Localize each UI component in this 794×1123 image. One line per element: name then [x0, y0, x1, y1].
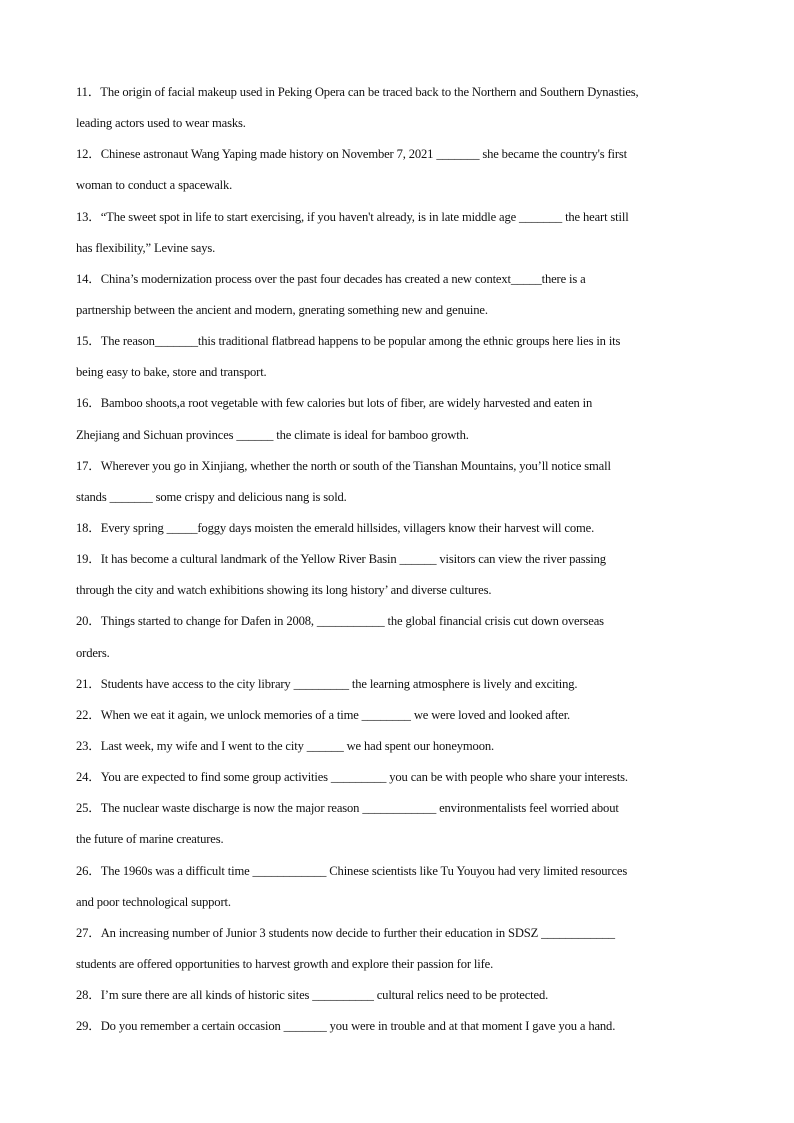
question-line: through the city and watch exhibitions showing its long history’ and diverse cultures. [76, 583, 492, 598]
question-line: 14．China’s modernization process over the past four decades has created a new context_____there is a [76, 271, 586, 286]
question-line: 18．Every spring _____foggy days moisten the emerald hillsides, villagers know their harvest will come. [76, 520, 595, 535]
question-line: the future of marine creatures. [76, 832, 224, 847]
question-line: 11．The origin of facial makeup used in Peking Opera can be traced back to the Northern and Southern Dynasties, [76, 85, 639, 99]
question-28 [76, 982, 726, 1013]
question-24 [76, 764, 726, 795]
question-line: Zhejiang and Sichuan provinces ______ the climate is ideal for bamboo growth. [76, 427, 469, 442]
question-line: stands _______ some crispy and delicious nang is sold. [76, 489, 347, 504]
question-19 [76, 546, 726, 608]
question-18 [76, 515, 726, 546]
question-26 [76, 858, 726, 920]
question-line: being easy to bake, store and transport. [76, 365, 267, 380]
question-line: partnership between the ancient and modern, gnerating something new and genuine. [76, 302, 488, 317]
question-line: 24．You are expected to find some group activities _________ you can be with people who share your interests. [76, 770, 628, 785]
question-15 [76, 328, 726, 390]
question-12 [76, 141, 726, 203]
question-11 [76, 79, 726, 141]
question-line: 22．When we eat it again, we unlock memories of a time ________ we were loved and looked after. [76, 707, 571, 722]
question-25 [76, 795, 726, 857]
question-29 [76, 1013, 726, 1044]
question-23 [76, 733, 726, 764]
question-line: 28．I’m sure there are all kinds of historic sites __________ cultural relics need to be protected. [76, 988, 549, 1003]
question-17 [76, 453, 726, 515]
question-line: 27．An increasing number of Junior 3 students now decide to further their education in SDSZ ____________ [76, 925, 615, 940]
question-line: and poor technological support. [76, 894, 231, 909]
question-27 [76, 920, 726, 982]
question-20 [76, 608, 726, 670]
question-21 [76, 671, 726, 702]
question-line: 21．Students have access to the city library _________ the learning atmosphere is lively and exciting. [76, 676, 578, 691]
question-line: students are offered opportunities to harvest growth and explore their passion for life. [76, 956, 494, 971]
question-16 [76, 390, 726, 452]
question-line: 12．Chinese astronaut Wang Yaping made history on November 7, 2021 _______ she became the country's first [76, 147, 627, 162]
question-14 [76, 266, 726, 328]
question-line: orders. [76, 645, 110, 660]
question-line: 16．Bamboo shoots,a root vegetable with few calories but lots of fiber, are widely harvested and eaten in [76, 396, 593, 411]
question-line: 13．“The sweet spot in life to start exercising, if you haven't already, is in late middle age _______ the heart still [76, 209, 629, 224]
question-line: 25．The nuclear waste discharge is now the major reason ____________ environmentalists feel worried about [76, 801, 619, 816]
question-22 [76, 702, 726, 733]
question-line: leading actors used to wear masks. [76, 116, 246, 131]
question-13 [76, 204, 726, 266]
question-line: 15．The reason_______this traditional flatbread happens to be popular among the ethnic groups here lies in its [76, 334, 621, 349]
question-line: 29．Do you remember a certain occasion _______ you were in trouble and at that moment I gave you a hand. [76, 1019, 616, 1034]
question-line: 19．It has become a cultural landmark of the Yellow River Basin ______ visitors can view the river passing [76, 552, 606, 567]
question-line: has flexibility,” Levine says. [76, 240, 216, 255]
worksheet-page [76, 79, 726, 1044]
question-line: 20．Things started to change for Dafen in 2008, ___________ the global financial crisis cut down overseas [76, 614, 604, 629]
question-line: 26．The 1960s was a difficult time ____________ Chinese scientists like Tu Youyou had very limited resources [76, 863, 628, 878]
question-line: 23．Last week, my wife and I went to the city ______ we had spent our honeymoon. [76, 738, 494, 753]
question-line: 17．Wherever you go in Xinjiang, whether the north or south of the Tianshan Mountains, you’ll notice small [76, 458, 611, 473]
question-line: woman to conduct a spacewalk. [76, 178, 233, 193]
